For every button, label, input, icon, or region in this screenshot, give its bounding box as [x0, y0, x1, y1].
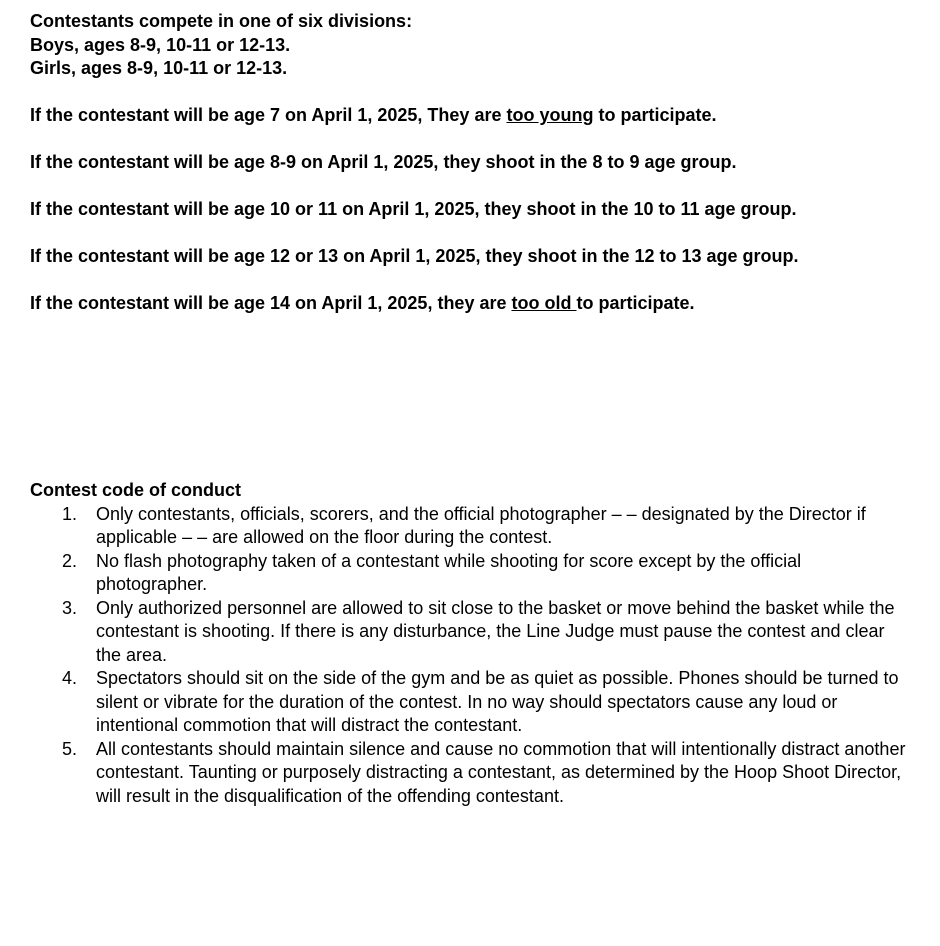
- conduct-rule: [30, 738, 908, 809]
- rule-number: 5.: [62, 738, 78, 759]
- eligibility-section: [30, 10, 910, 316]
- conduct-rule: [30, 550, 908, 597]
- rule-number: 4.: [62, 668, 78, 688]
- rule-text: No flash photography taken of a contestant while shooting for score except by the official photographer.: [96, 550, 802, 594]
- conduct-rule: [30, 503, 908, 550]
- rule-age-7-after: to participate.: [593, 105, 717, 125]
- rule-text: All contestants should maintain silence and cause no commotion that will intentionally distract another contestant. Taunting or purposely distracting a contestant, as determined by the Hoop Shoot Director, will result in the disqualification of the offending contestant.: [96, 738, 906, 806]
- too-old-emphasis: too old: [511, 293, 577, 313]
- rule-age-14-before: If the contestant will be age 14 on April 1, 2025, they are: [30, 293, 512, 313]
- rule-text: Only contestants, officials, scorers, and the official photographer – – designated by the Director if applicable – – are allowed on the floor during the contest.: [96, 503, 866, 547]
- divisions-intro: Contestants compete in one of six divisions:: [30, 11, 413, 31]
- conduct-rule: [30, 597, 908, 668]
- rule-age-7-before: If the contestant will be age 7 on April 1, 2025, They are: [30, 105, 507, 125]
- code-of-conduct-section: [30, 479, 910, 808]
- rule-number: 1.: [62, 503, 78, 524]
- conduct-title: Contest code of conduct: [30, 480, 241, 500]
- divisions-girls: Girls, ages 8-9, 10-11 or 12-13.: [30, 58, 288, 78]
- too-young-emphasis: too young: [506, 105, 594, 125]
- divisions-boys: Boys, ages 8-9, 10-11 or 12-13.: [30, 34, 291, 55]
- rule-age-12-13: If the contestant will be age 12 or 13 on April 1, 2025, they shoot in the 12 to 13 age group.: [30, 246, 799, 266]
- rule-text: Only authorized personnel are allowed to sit close to the basket or move behind the basket while the contestant is shooting. If there is any disturbance, the Line Judge must pause the contest and clear the area.: [96, 597, 895, 665]
- rule-age-10-11: If the contestant will be age 10 or 11 on April 1, 2025, they shoot in the 10 to 11 age group.: [30, 199, 797, 219]
- rule-age-14: [30, 292, 910, 316]
- rule-age-14-after: to participate.: [576, 293, 695, 313]
- conduct-rules-list: [30, 503, 910, 809]
- conduct-rule: [30, 667, 908, 738]
- rule-age-8-9: If the contestant will be age 8-9 on April 1, 2025, they shoot in the 8 to 9 age group.: [30, 152, 737, 172]
- rule-number: 2.: [62, 550, 78, 571]
- rule-text: Spectators should sit on the side of the gym and be as quiet as possible. Phones should be turned to silent or vibrate for the duration of the contest. In no way should spectators cause any loud or intentional commotion that will distract the contestant.: [96, 668, 899, 735]
- rule-age-7: [30, 104, 910, 128]
- rule-number: 3.: [62, 597, 78, 618]
